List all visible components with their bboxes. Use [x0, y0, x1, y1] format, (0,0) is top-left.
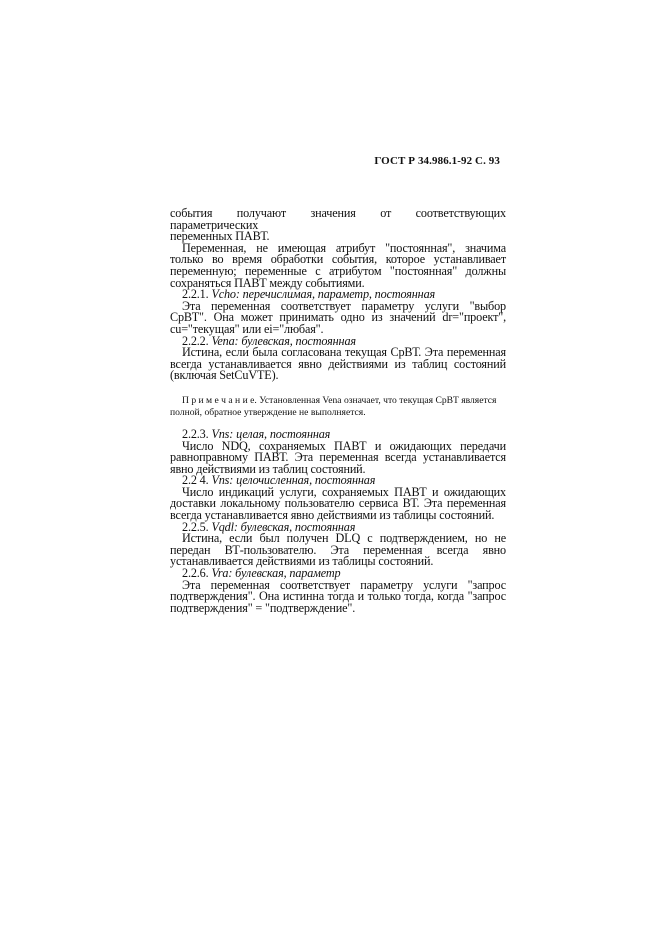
line-text: равноправному ПАВТ. Эта переменная всегда устанавливается	[170, 450, 506, 465]
note-line	[170, 407, 506, 419]
line-text: Истина, если был получен DLQ с подтверждением, но не	[182, 531, 506, 546]
line-text: (включая SetCuVTE).	[170, 368, 279, 383]
section-title: Vena: булевская, постоянная	[211, 333, 356, 348]
line-text: подтверждения". Она истинна тогда и только тогда, когда "запрос	[170, 589, 506, 604]
line-text: Установленная Vena означает, что текущая СрВТ является	[256, 394, 497, 406]
section-title: Vns: целая, постоянная	[211, 426, 331, 441]
spacer	[170, 382, 506, 395]
page-header: ГОСТ Р 34.986.1-92 С. 93	[374, 155, 500, 167]
text-line	[170, 600, 506, 615]
section-title: Vqdl: булевская, постоянная	[211, 519, 356, 534]
document-body	[170, 208, 506, 614]
text-line	[170, 370, 506, 382]
line-text: сохраняться ПАВТ между событиями.	[170, 275, 365, 290]
text-line	[170, 208, 506, 231]
section-number: 2.2.2.	[182, 333, 209, 348]
line-text: передан ВТ-пользователю. Эта переменная всегда явно	[170, 542, 506, 557]
line-text: переменных ПАВТ.	[170, 229, 270, 244]
section-number: 2.2.6.	[182, 566, 209, 581]
line-text: Эта переменная соответствует параметру услуги "запрос	[182, 577, 506, 592]
note-line	[170, 395, 506, 407]
line-text: явно действиями из таблиц состояний.	[170, 461, 366, 476]
line-text: Эта переменная соответствует параметру услуги "выбор	[182, 298, 506, 313]
line-text: переменную; переменные с атрибутом "постоянная" должны	[170, 263, 506, 278]
line-text: доставки локальному пользователю сервиса ВТ. Эта переменная	[170, 496, 506, 511]
line-text: устанавливается действиями из таблицы состояний.	[170, 554, 434, 569]
line-text: Истина, если была согласована текущая СрВТ. Эта переменная	[182, 345, 506, 360]
line-text: Число индикаций услуги, сохраняемых ПАВТ и ожидающих	[182, 484, 506, 499]
section-title: Vcho: перечислимая, параметр, постоянная	[211, 287, 436, 302]
section-number: 2.2.3.	[182, 426, 209, 441]
line-text: подтверждения" = "подтверждение".	[170, 600, 356, 615]
line-text: Число NDQ, сохраняемых ПАВТ и ожидающих передачи	[182, 438, 506, 453]
section-number: 2.2 4.	[182, 473, 209, 488]
line-text: Переменная, не имеющая атрибут "постоянная", значима	[182, 240, 506, 255]
section-title: Vra: булевская, параметр	[211, 566, 341, 581]
line-text: СрВТ". Она может принимать одно из значений dr="проект",	[170, 310, 506, 325]
section-title: Vns: целочисленная, постоянная	[211, 473, 376, 488]
line-text: всегда устанавливается явно действиями из таблицы состояний.	[170, 508, 495, 523]
line-text: только во время обработки события, которое устанавливает	[170, 252, 506, 267]
line-text: cu="текущая" или ei="любая".	[170, 321, 324, 336]
note-label: П р и м е ч а н и е.	[182, 394, 257, 406]
line-text: всегда устанавливается явно действиями из таблиц состояний	[170, 356, 506, 371]
section-number: 2.2.5.	[182, 519, 209, 534]
line-text: полной, обратное утверждение не выполняется.	[170, 406, 366, 418]
section-number: 2.2.1.	[182, 287, 209, 302]
line-text: события получают значения от соответствующих параметрических	[170, 206, 506, 232]
